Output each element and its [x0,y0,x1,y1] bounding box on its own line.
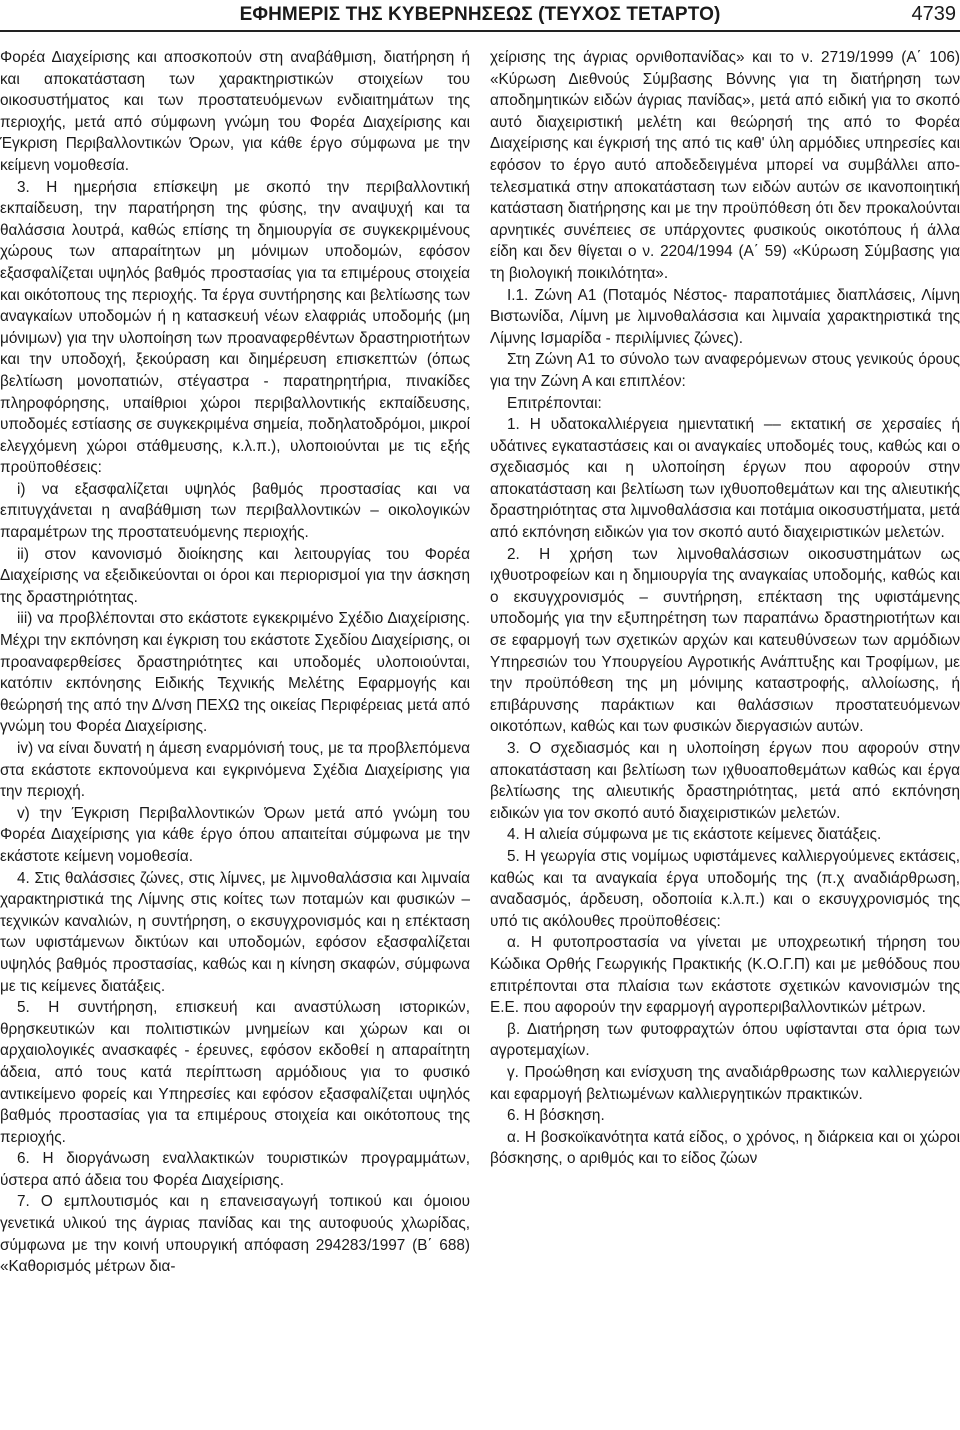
paragraph: i) να εξασφαλίζεται υψηλός βαθμός προστασίας και να επιτυγχάνεται η αναβάθμιση των περιβαλλοντικών – οικολογικών παραμέτρων της προστατευόμενης περιοχής. [0,480,470,542]
paragraph: 1. Η υδατοκαλλιέργεια ημιεντατική –– εκτατική σε χερσαίες ή υδάτινες εγκαταστάσεις και οι αναγκαίες υποδομές τους, καθώς και ο σχεδιασμός και η υλοποίηση έργων που αφορούν στην αποκατάσταση και βελτίωση των ιχθυοποθεμάτων και της αλιευτικής δραστηριότητας στα λιμνοθαλάσσια και ποτάμια οικοσυστήματα, μετά από εκπόνηση ειδικών για τον σκοπό αυτό διαχειριστικών μελετών. [490,416,960,542]
left-column [0,47,470,1278]
paragraph: Ι.1. Ζώνη Α1 (Ποταμός Νέστος- παραποτάμιες διαπλάσεις, Λίμνη Βιστωνίδα, Λίμνη με λιμνοθαλάσσια και λιμναία χαρακτηριστικά της Λίμνης Ισμαρίδα - περιλίμνιες ζώνες). [490,286,960,347]
paragraph: χείρισης της άγριας ορνιθοπανίδας» και το ν. 2719/1999 (Α΄ 106) «Κύρωση Διεθνούς Σύμβασης Βόννης για τη διατήρηση των αποδημητικών ειδών άγριας πανίδας», μετά από ειδική για το σκοπό αυτό διαχειριστική μελέτη και θεώρησή της από το Φορέα Διαχείρισης και έγκρισή της από τις καθ' ύλη αρμόδιες υπηρεσίες και εφόσον το έργο αυτό αποδεδειγμένα μπορεί να συμβάλλει αποτελεσματικά στην αποκατάσταση των ειδών αυτών σε ικανοποιητική κατάσταση διατήρησης και με την προϋπόθεση ότι δεν προκαλούνται αρνητικές συνέπειες σε υπάρχοντες φυσικούς οικοτόπους ή άλλα είδη και δεν θίγεται ο ν. 2204/1994 (Α΄ 59) «Κύρωση Σύμβασης για τη βιολογική ποικιλότητα». [490,49,960,282]
paragraph: 4. Στις θαλάσσιες ζώνες, στις λίμνες, με λιμνοθαλάσσια και λιμναία χαρακτηριστικά της Λίμνης στις κοίτες των ποταμών και φυσικών – τεχνικών καναλιών, η συντήρηση, ο εκσυγχρονισμός και η επέκταση των υφιστάμενων δικτύων και υποδομών, εφόσον εξασφαλίζεται υψηλός βαθμός προστασίας, καθώς και η κίνηση σκαφών, σύμφωνα με τις κείμενες διατάξεις. [0,869,470,995]
paragraph: Επιτρέπονται: [507,394,602,412]
header-rule [0,30,960,32]
paragraph: iii) να προβλέπονται στο εκάστοτε εγκεκριμένο Σχέδιο Διαχείρισης. Μέχρι την εκπόνηση και έγκριση του εκάστοτε Σχεδίου Διαχείρισης, οι προαναφερθείσες δραστηριότητες και υποδομές υλοποιούνται, κατόπιν εκπόνησης Ειδικής Τεχνικής Μελέτης Εφαρμογής και θεώρησή της από την Δ/νση ΠΕΧΩ της οικείας Περιφέρειας μετά από γνώμη του Φορέα Διαχείρισης. [0,610,470,736]
paragraph: 5. Η γεωργία στις νομίμως υφιστάμενες καλλιεργούμενες εκτάσεις, καθώς και τα αναγκαία έργα υποδομής της (π.χ αναδιάρθρωση, αναδασμός, άρδευση, οδοποιία κ.λ.π.) και ο εκσυγχρονισμός της υπό τις ακόλουθες προϋποθέσεις: [490,847,960,930]
paragraph: 6. Η διοργάνωση εναλλακτικών τουριστικών προγραμμάτων, ύστερα από άδεια του Φορέα Διαχείρισης. [0,1150,470,1189]
paragraph: 3. Ο σχεδιασμός και η υλοποίηση έργων που αφορούν στην αποκατάσταση και βελτίωση των ιχθυοαποθεμάτων καθώς και έργα βελτίωσης της αλιευτικής δραστηριότητας, μετά από εκπόνηση ειδικών για τον σκοπό αυτό διαχειριστικών μελετών. [490,740,960,822]
paragraph: β. Διατήρηση των φυτοφραχτών όπου υφίστανται στα όρια των αγροτεμαχίων. [490,1020,960,1060]
paragraph: iv) να είναι δυνατή η άμεση εναρμόνισή τους, με τα προβλεπόμενα στα εκάστοτε εκπονούμενα και εγκρινόμενα Σχέδια Διαχείρισης για την περιοχή. [0,740,470,801]
paragraph: γ. Προώθηση και ενίσχυση της αναδιάρθρωσης των καλλιεργειών και εφαρμογή βελτιωμένων καλλιεργητικών πρακτικών. [490,1063,960,1103]
page-number: 4739 [911,3,956,25]
paragraph: Φορέα Διαχείρισης και αποσκοπούν στη αναβάθμιση, διατήρηση ή και αποκατάσταση των χαρακτηριστικών στοιχείων του οικοσυστήματος και των προστατευόμενων ενδιαιτημάτων της περιοχής, μετά από σύμφωνη γνώμη του Φορέα Διαχείρισης και Έγκριση Περιβαλλοντικών Όρων, για κάθε έργο σύμφωνα με την κείμενη νομοθεσία. [0,49,470,174]
paragraph: Στη Ζώνη Α1 το σύνολο των αναφερόμενων στους γενικούς όρους για την Ζώνη Α και επιπλέον: [490,351,960,390]
paragraph: v) την Έγκριση Περιβαλλοντικών Όρων μετά από γνώμη του Φορέα Διαχείρισης για κάθε έργο όπου απαιτείται σύμφωνα με την εκάστοτε κείμενη νομοθεσία. [0,804,470,865]
paragraph: 6. Η βόσκηση. [507,1107,605,1125]
paragraph: α. Η βοσκοϊκανότητα κατά είδος, ο χρόνος, η διάρκεια και οι χώροι βόσκησης, ο αριθμός και το είδος ζώων [490,1128,960,1168]
paragraph: α. Η φυτοπροστασία να γίνεται με υποχρεωτική τήρηση του Κώδικα Ορθής Γεωργικής Πρακτικής (Κ.Ο.Γ.Π) και με μεθόδους που επιτρέπονται στα πλαίσια των εκάστοτε σχετικών κανονισμών της Ε.Ε. που αφορούν την εφαρμογή αγροπεριβαλλοντικών μέτρων. [490,934,960,1017]
paragraph: 7. Ο εμπλουτισμός και η επανεισαγωγή τοπικού και όμοιου γενετικά υλικού της άγριας πανίδας και της αυτοφυούς χλωρίδας, σύμφωνα με την κοινή υπουργική απόφαση 294283/1997 (Β΄ 688) «Καθορισμός μέτρων δια- [0,1193,470,1276]
paragraph: 3. Η ημερήσια επίσκεψη με σκοπό την περιβαλλοντική εκπαίδευση, την παρατήρηση της φύσης, την αναψυχή και τα θαλάσσια λουτρά, καθώς επίσης τη δημιουργία σε συγκεκριμένους χώρους των απαραίτητων μη μόνιμων υποδομών, εφόσον εξασφαλίζεται υψηλός βαθμός προστασίας για τα επιμέρους στοιχεία και οικότοπους της περιοχής. Τα έργα συντήρησης και βελτίωσης των αναγκαίων υποδομών ή η κατασκευή νέων ελαφριάς υποδομής (μη μόνιμων) για την υλοποίηση των προαναφερθέντων δραστηριοτήτων και την υποδοχή, ξεκούραση και διημέρευση επισκεπτών (όπως βελτίωση μονοπατιών, στέγαστρα - παρατηρητήρια, πινακίδες πληροφόρησης, υπαίθριοι χώροι περιβαλλοντικής εκπαίδευσης, υποδομές εστίασης σε συγκεκριμένα σημεία, ποδηλατοδρόμοι, μικροί ελεγχόμενη χώροι στάθμευσης, κ.λ.π.), υλοποιούνται με τις εξής προϋποθέσεις: [0,178,470,477]
paragraph: 2. Η χρήση των λιμνοθαλάσσιων οικοσυστημάτων ως ιχθυοτροφείων και η δημιουργία της αναγκαίας υποδομής, καθώς και ο εκσυγχρονισμός – συντήρηση, επέκταση της υφιστάμενης υποδομής για την εξυπηρέτηση των παραπάνω δραστηριοτήτων και σε εφαρμογή των σχετικών αρχών και κατευθύνσεων των αρμόδιων Υπηρεσιών του Υπουργείου Αγροτικής Ανάπτυξης και Τροφίμων, με την προϋπόθεση της μη μόνιμης καταστροφής, αλλοίωσης, ή επιβάρυνσης παράκτιων και θαλάσσιων προστατευόμενων οικοτόπων, καθώς και των φυσικών διεργασιών αυτών. [490,545,960,736]
paragraph: ii) στον κανονισμό διοίκησης και λειτουργίας του Φορέα Διαχείρισης να εξειδικεύονται οι όροι και περιορισμοί για την άσκηση της δραστηριότητας. [0,545,470,606]
right-column [490,47,960,1170]
page-header [0,0,960,34]
gazette-title: ΕΦΗΜΕΡΙΣ ΤΗΣ ΚΥΒΕΡΝΗΣΕΩΣ (ΤΕΥΧΟΣ ΤΕΤΑΡΤΟ) [239,4,721,25]
paragraph: 5. Η συντήρηση, επισκευή και αναστύλωση ιστορικών, θρησκευτικών και πολιτιστικών μνημείων και χώρων και οι αρχαιολογικές ανασκαφές - έρευνες, εφόσον εκδοθεί η απαραίτητη άδεια, από τους κατά περίπτωση αρμόδιους για το φυσικό αντικείμενο φορείς και Υπηρεσίες και εφόσον εξασφαλίζεται υψηλός βαθμός προστασίας για τα επιμέρους στοιχεία και οικότοπους της περιοχής. [0,999,470,1146]
paragraph: 4. Η αλιεία σύμφωνα με τις εκάστοτε κείμενες διατάξεις. [507,826,882,844]
